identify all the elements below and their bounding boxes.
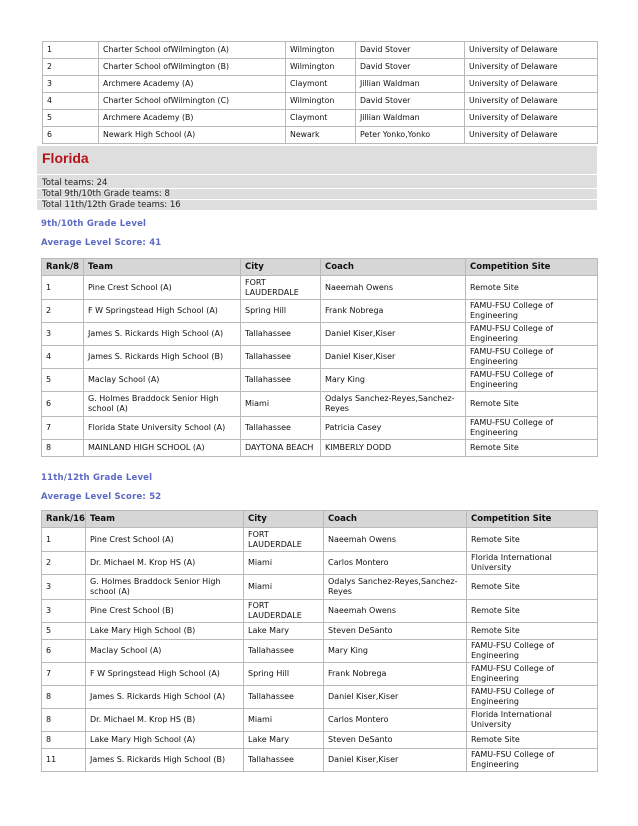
level-table-9-10 — [41, 258, 598, 457]
col-header-rank: Rank/16 — [42, 511, 86, 528]
team-cell: Lake Mary High School (A) — [86, 732, 244, 749]
team-cell: Dr. Michael M. Krop HS (A) — [86, 552, 244, 575]
coach-cell: Daniel Kiser,Kiser — [321, 346, 466, 369]
table-row — [42, 276, 598, 300]
city-cell: Miami — [244, 709, 324, 732]
table-row — [43, 42, 598, 59]
team-cell: Charter School ofWilmington (C) — [99, 93, 286, 110]
rank-cell: 4 — [42, 346, 84, 369]
col-header-city: City — [244, 511, 324, 528]
coach-cell: Mary King — [324, 640, 467, 663]
rank-cell: 3 — [42, 600, 86, 623]
table-row — [43, 110, 598, 127]
rank-cell: 11 — [42, 749, 86, 772]
team-cell: Pine Crest School (A) — [84, 276, 241, 300]
site-cell: University of Delaware — [465, 127, 598, 144]
site-cell: FAMU-FSU College of Engineering — [466, 369, 598, 392]
average-score-11-12: Average Level Score: 52 — [41, 492, 162, 502]
table-row — [42, 749, 598, 772]
team-cell: Dr. Michael M. Krop HS (B) — [86, 709, 244, 732]
coach-cell: David Stover — [356, 59, 465, 76]
team-cell: F W Springstead High School (A) — [84, 300, 241, 323]
level-title-11-12: 11th/12th Grade Level — [41, 473, 153, 483]
team-cell: Newark High School (A) — [99, 127, 286, 144]
city-cell: Wilmington — [286, 93, 356, 110]
rank-cell: 2 — [42, 552, 86, 575]
coach-cell: Odalys Sanchez-Reyes,Sanchez-Reyes — [321, 392, 466, 417]
team-cell: Maclay School (A) — [84, 369, 241, 392]
team-cell: James S. Rickards High School (A) — [84, 323, 241, 346]
rank-cell: 8 — [42, 732, 86, 749]
team-cell: James S. Rickards High School (B) — [84, 346, 241, 369]
table-row — [42, 663, 598, 686]
coach-cell: Daniel Kiser,Kiser — [321, 323, 466, 346]
site-cell: Remote Site — [466, 276, 598, 300]
table-row — [42, 323, 598, 346]
coach-cell: Steven DeSanto — [324, 732, 467, 749]
coach-cell: Carlos Montero — [324, 552, 467, 575]
rank-cell: 6 — [42, 640, 86, 663]
col-header-city: City — [241, 259, 321, 276]
table-row — [42, 640, 598, 663]
site-cell: University of Delaware — [465, 93, 598, 110]
city-cell: Miami — [244, 552, 324, 575]
city-cell: DAYTONA BEACH — [241, 440, 321, 457]
table-row — [42, 686, 598, 709]
coach-cell: Jillian Waldman — [356, 76, 465, 93]
city-cell: Wilmington — [286, 59, 356, 76]
team-cell: Pine Crest School (B) — [86, 600, 244, 623]
table-row — [42, 346, 598, 369]
site-cell: Florida International University — [467, 709, 598, 732]
site-cell: FAMU-FSU College of Engineering — [466, 417, 598, 440]
coach-cell: Jillian Waldman — [356, 110, 465, 127]
team-cell: Charter School ofWilmington (A) — [99, 42, 286, 59]
site-cell: Remote Site — [467, 600, 598, 623]
coach-cell: Mary King — [321, 369, 466, 392]
site-cell: University of Delaware — [465, 42, 598, 59]
rank-cell: 5 — [42, 623, 86, 640]
coach-cell: Frank Nobrega — [321, 300, 466, 323]
coach-cell: Steven DeSanto — [324, 623, 467, 640]
city-cell: Miami — [244, 575, 324, 600]
col-header-team: Team — [84, 259, 241, 276]
col-header-rank: Rank/8 — [42, 259, 84, 276]
rank-cell: 2 — [43, 59, 99, 76]
table-row — [42, 623, 598, 640]
coach-cell: Naeemah Owens — [324, 528, 467, 552]
city-cell: Spring Hill — [241, 300, 321, 323]
city-cell: Tallahassee — [241, 346, 321, 369]
city-cell: Lake Mary — [244, 623, 324, 640]
coach-cell: KIMBERLY DODD — [321, 440, 466, 457]
team-cell: Maclay School (A) — [86, 640, 244, 663]
state-name: Florida — [42, 150, 89, 166]
team-cell: Archmere Academy (A) — [99, 76, 286, 93]
city-cell: Newark — [286, 127, 356, 144]
total-11-12-teams: Total 11th/12th Grade teams: 16 — [42, 200, 181, 210]
site-cell: FAMU-FSU College of Engineering — [467, 749, 598, 772]
site-cell: Remote Site — [466, 440, 598, 457]
coach-cell: David Stover — [356, 42, 465, 59]
site-cell: Remote Site — [467, 623, 598, 640]
coach-cell: Frank Nobrega — [324, 663, 467, 686]
total-teams: Total teams: 24 — [42, 178, 108, 188]
level-9-10-table-body — [42, 276, 598, 457]
delaware-results-table — [42, 41, 598, 144]
city-cell: Miami — [241, 392, 321, 417]
level-11-12-table-body — [42, 528, 598, 772]
city-cell: Spring Hill — [244, 663, 324, 686]
city-cell: Tallahassee — [241, 323, 321, 346]
table-row — [42, 575, 598, 600]
coach-cell: Peter Yonko,Yonko — [356, 127, 465, 144]
table-row — [42, 392, 598, 417]
rank-cell: 1 — [43, 42, 99, 59]
team-cell: James S. Rickards High School (A) — [86, 686, 244, 709]
divider — [37, 174, 597, 175]
table-row — [42, 732, 598, 749]
table-row — [42, 709, 598, 732]
rank-cell: 4 — [43, 93, 99, 110]
site-cell: Remote Site — [466, 392, 598, 417]
coach-cell: David Stover — [356, 93, 465, 110]
rank-cell: 7 — [42, 417, 84, 440]
city-cell: FORT LAUDERDALE — [244, 600, 324, 623]
team-cell: Pine Crest School (A) — [86, 528, 244, 552]
site-cell: FAMU-FSU College of Engineering — [467, 640, 598, 663]
team-cell: Archmere Academy (B) — [99, 110, 286, 127]
coach-cell: Daniel Kiser,Kiser — [324, 749, 467, 772]
city-cell: Tallahassee — [241, 369, 321, 392]
team-cell: Florida State University School (A) — [84, 417, 241, 440]
city-cell: FORT LAUDERDALE — [244, 528, 324, 552]
table-row — [42, 440, 598, 457]
table-row — [42, 369, 598, 392]
city-cell: Tallahassee — [241, 417, 321, 440]
team-cell: MAINLAND HIGH SCHOOL (A) — [84, 440, 241, 457]
table-row — [42, 417, 598, 440]
rank-cell: 8 — [42, 709, 86, 732]
team-cell: Charter School ofWilmington (B) — [99, 59, 286, 76]
rank-cell: 7 — [42, 663, 86, 686]
city-cell: Tallahassee — [244, 686, 324, 709]
rank-cell: 2 — [42, 300, 84, 323]
col-header-team: Team — [86, 511, 244, 528]
rank-cell: 3 — [43, 76, 99, 93]
table-row — [42, 300, 598, 323]
average-score-9-10: Average Level Score: 41 — [41, 238, 162, 248]
col-header-site: Competition Site — [467, 511, 598, 528]
site-cell: Florida International University — [467, 552, 598, 575]
rank-cell: 1 — [42, 276, 84, 300]
delaware-table-body — [43, 42, 598, 144]
rank-cell: 3 — [42, 575, 86, 600]
col-header-site: Competition Site — [466, 259, 598, 276]
col-header-coach: Coach — [324, 511, 467, 528]
rank-cell: 8 — [42, 440, 84, 457]
city-cell: Lake Mary — [244, 732, 324, 749]
city-cell: Tallahassee — [244, 640, 324, 663]
table-row — [43, 59, 598, 76]
level-table-11-12 — [41, 510, 598, 772]
table-row — [43, 76, 598, 93]
rank-cell: 6 — [43, 127, 99, 144]
table-row — [42, 552, 598, 575]
team-cell: F W Springstead High School (A) — [86, 663, 244, 686]
table-row — [42, 528, 598, 552]
city-cell: Claymont — [286, 76, 356, 93]
coach-cell: Naeemah Owens — [324, 600, 467, 623]
city-cell: FORT LAUDERDALE — [241, 276, 321, 300]
coach-cell: Carlos Montero — [324, 709, 467, 732]
city-cell: Tallahassee — [244, 749, 324, 772]
site-cell: University of Delaware — [465, 59, 598, 76]
rank-cell: 1 — [42, 528, 86, 552]
rank-cell: 6 — [42, 392, 84, 417]
rank-cell: 8 — [42, 686, 86, 709]
site-cell: Remote Site — [467, 732, 598, 749]
site-cell: Remote Site — [467, 528, 598, 552]
col-header-coach: Coach — [321, 259, 466, 276]
rank-cell: 5 — [42, 369, 84, 392]
table-row — [43, 127, 598, 144]
coach-cell: Naeemah Owens — [321, 276, 466, 300]
site-cell: University of Delaware — [465, 110, 598, 127]
table-row — [42, 600, 598, 623]
site-cell: FAMU-FSU College of Engineering — [466, 300, 598, 323]
level-title-9-10: 9th/10th Grade Level — [41, 219, 147, 229]
header-row — [42, 511, 598, 528]
header-row — [42, 259, 598, 276]
site-cell: FAMU-FSU College of Engineering — [467, 686, 598, 709]
team-cell: James S. Rickards High School (B) — [86, 749, 244, 772]
coach-cell: Odalys Sanchez-Reyes,Sanchez-Reyes — [324, 575, 467, 600]
table-row — [43, 93, 598, 110]
site-cell: FAMU-FSU College of Engineering — [466, 323, 598, 346]
city-cell: Wilmington — [286, 42, 356, 59]
team-cell: Lake Mary High School (B) — [86, 623, 244, 640]
state-header-florida — [37, 146, 597, 210]
rank-cell: 3 — [42, 323, 84, 346]
city-cell: Claymont — [286, 110, 356, 127]
site-cell: FAMU-FSU College of Engineering — [467, 663, 598, 686]
coach-cell: Daniel Kiser,Kiser — [324, 686, 467, 709]
rank-cell: 5 — [43, 110, 99, 127]
site-cell: Remote Site — [467, 575, 598, 600]
site-cell: FAMU-FSU College of Engineering — [466, 346, 598, 369]
team-cell: G. Holmes Braddock Senior High school (A) — [84, 392, 241, 417]
coach-cell: Patricia Casey — [321, 417, 466, 440]
total-9-10-teams: Total 9th/10th Grade teams: 8 — [42, 189, 170, 199]
site-cell: University of Delaware — [465, 76, 598, 93]
team-cell: G. Holmes Braddock Senior High school (A) — [86, 575, 244, 600]
